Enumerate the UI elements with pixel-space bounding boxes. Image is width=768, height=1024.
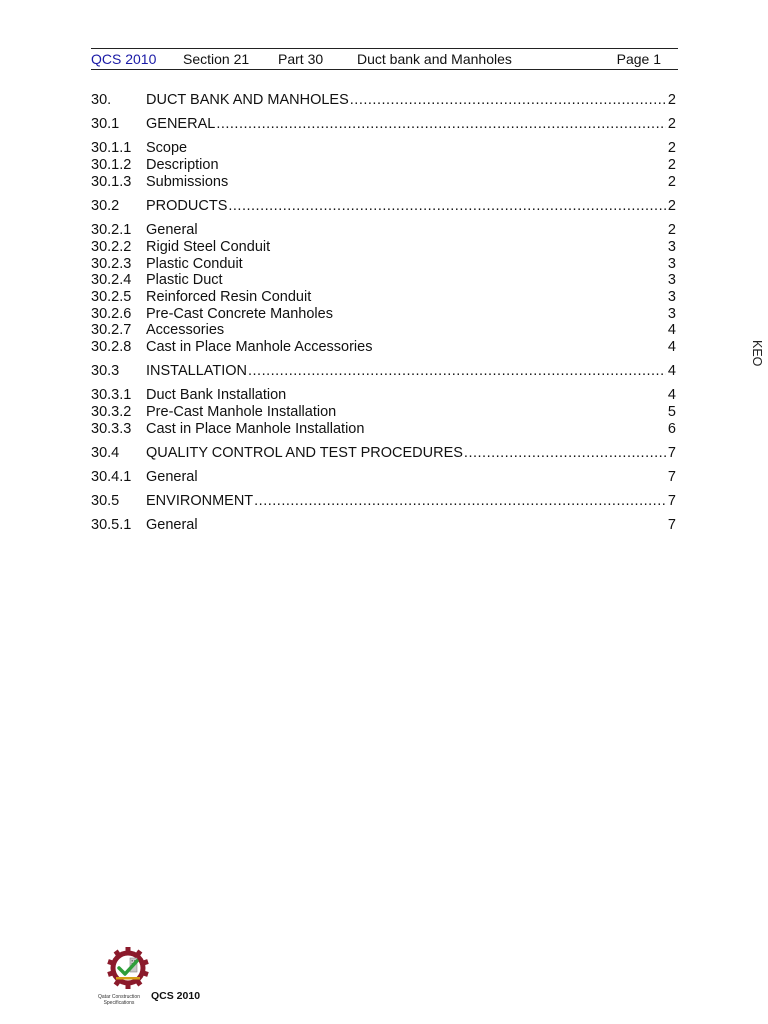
toc-entry-number: 30.3.3 xyxy=(91,420,132,437)
toc-entry-page: 4 xyxy=(667,338,676,355)
toc-entry-label: General xyxy=(146,222,198,239)
toc-leader-dots xyxy=(228,198,666,215)
toc-entry-page: 3 xyxy=(667,272,676,289)
toc-entry-text xyxy=(146,387,676,404)
toc-entry-text xyxy=(146,322,676,339)
toc-entry-page: 3 xyxy=(667,255,676,272)
toc-entry-text xyxy=(146,289,676,306)
toc-entry-text xyxy=(146,222,676,239)
toc-spacer xyxy=(336,404,668,421)
toc-entry-text xyxy=(146,157,676,174)
toc-entry[interactable] xyxy=(91,469,676,486)
toc-entry-label: GENERAL xyxy=(146,116,216,133)
toc-entry-label: Cast in Place Manhole Installation xyxy=(146,420,365,437)
toc-spacer xyxy=(228,174,668,191)
toc-entry-page: 2 xyxy=(667,116,676,133)
toc-entry-number: 30.2.8 xyxy=(91,338,132,355)
toc-entry[interactable] xyxy=(91,256,676,273)
toc-spacer xyxy=(333,306,668,323)
toc-entry-number: 30.3.2 xyxy=(91,404,132,420)
toc-spacer xyxy=(286,387,668,404)
toc-entry[interactable] xyxy=(91,239,676,256)
toc-entry-label: PRODUCTS xyxy=(146,197,228,214)
toc-entry-text xyxy=(146,469,676,486)
toc-entry[interactable] xyxy=(91,363,676,380)
toc-entry-number: 30.2.2 xyxy=(91,238,132,255)
header-page-number: Page 1 xyxy=(616,51,661,67)
toc-entry-page: 2 xyxy=(667,140,676,157)
toc-spacer xyxy=(224,322,668,339)
toc-entry-label: QUALITY CONTROL AND TEST PROCEDURES xyxy=(146,444,463,461)
toc-leader-dots xyxy=(464,445,666,462)
header-title: Duct bank and Manholes xyxy=(357,51,512,67)
toc-entry[interactable] xyxy=(91,289,676,306)
toc-entry-label: ENVIRONMENT xyxy=(146,493,254,510)
toc-entry-label: Submissions xyxy=(146,173,229,190)
toc-spacer xyxy=(270,239,668,256)
toc-entry-text xyxy=(146,517,676,534)
toc-entry-text xyxy=(146,239,676,256)
toc-entry[interactable] xyxy=(91,116,676,133)
logo-text: QCS 2010 xyxy=(151,990,201,1002)
toc-entry-text xyxy=(146,339,676,356)
toc-spacer xyxy=(372,339,667,356)
toc-entry-text xyxy=(146,306,676,323)
toc-entry-number: 30.1.3 xyxy=(91,173,132,190)
toc-entry-text xyxy=(146,445,676,462)
toc-entry[interactable] xyxy=(91,445,676,462)
logo-caption: Qatar Construction Specifications xyxy=(98,994,140,1006)
toc-entry-label: General xyxy=(146,469,198,486)
toc-entry-label: Accessories xyxy=(146,322,225,339)
toc-entry-page: 2 xyxy=(667,92,676,108)
toc-entry-page: 7 xyxy=(667,469,676,486)
toc-entry-label: Rigid Steel Conduit xyxy=(146,238,271,255)
toc-entry-page: 4 xyxy=(667,322,676,339)
toc-entry-number: 30.1.2 xyxy=(91,157,132,174)
toc-entry-label: Description xyxy=(146,157,219,174)
toc-entry-label: Plastic Duct xyxy=(146,272,223,289)
toc-entry[interactable] xyxy=(91,92,676,109)
toc-entry-page: 7 xyxy=(667,444,676,461)
toc-entry-page: 2 xyxy=(667,157,676,174)
footer-logo xyxy=(88,946,208,1008)
toc-entry-page: 4 xyxy=(667,387,676,404)
toc-entry-text xyxy=(146,116,676,133)
toc-entry-page: 4 xyxy=(667,363,676,380)
toc-entry-label: Pre-Cast Manhole Installation xyxy=(146,404,337,420)
toc-entry-number: 30.2.6 xyxy=(91,305,132,322)
toc-entry[interactable] xyxy=(91,157,676,174)
toc-entry[interactable] xyxy=(91,493,676,510)
toc-entry-text xyxy=(146,174,676,191)
toc-entry[interactable] xyxy=(91,306,676,323)
toc-entry-text xyxy=(146,421,676,438)
toc-entry-page: 3 xyxy=(667,305,676,322)
toc-entry-number: 30.1 xyxy=(91,116,120,133)
toc-entry-number: 30.4 xyxy=(91,444,120,461)
toc-entry[interactable] xyxy=(91,404,676,421)
toc-spacer xyxy=(364,421,667,438)
toc-entry-page: 5 xyxy=(667,404,676,420)
toc-entry-text xyxy=(146,404,676,421)
toc-entry-page: 2 xyxy=(667,222,676,239)
toc-entry-text xyxy=(146,198,676,215)
toc-leader-dots xyxy=(254,493,666,510)
toc-entry-label: Cast in Place Manhole Accessories xyxy=(146,338,373,355)
toc-leader-dots xyxy=(216,116,666,133)
toc-spacer xyxy=(187,140,668,157)
toc-entry-page: 2 xyxy=(667,197,676,214)
toc-leader-dots xyxy=(248,363,666,380)
toc-spacer xyxy=(243,256,668,273)
toc-spacer xyxy=(198,469,668,486)
toc-entry-number: 30.2.4 xyxy=(91,272,132,289)
toc-entry-label: Duct Bank Installation xyxy=(146,387,287,404)
toc-spacer xyxy=(219,157,668,174)
toc-entry[interactable] xyxy=(91,517,676,534)
toc-entry-number: 30.2.3 xyxy=(91,255,132,272)
toc-entry-label: Reinforced Resin Conduit xyxy=(146,288,312,305)
toc-spacer xyxy=(198,222,668,239)
toc-leader-dots xyxy=(350,92,666,109)
toc-entry-page: 7 xyxy=(667,517,676,534)
toc-entry-number: 30.2 xyxy=(91,197,120,214)
toc-entry-label: Pre-Cast Concrete Manholes xyxy=(146,305,333,322)
toc-entry-label: General xyxy=(146,517,198,534)
toc-entry[interactable] xyxy=(91,140,676,157)
header-section: Section 21 xyxy=(183,51,250,67)
toc-spacer xyxy=(198,517,668,534)
toc-entry-label: INSTALLATION xyxy=(146,363,247,380)
toc-entry-number: 30.2.1 xyxy=(91,222,132,239)
toc-entry[interactable] xyxy=(91,174,676,191)
qcs-gear-logo-icon xyxy=(106,946,150,994)
toc-entry-label: DUCT BANK AND MANHOLES xyxy=(146,92,349,108)
toc-entry-text xyxy=(146,493,676,510)
toc-entry-page: 6 xyxy=(667,420,676,437)
toc-entry-text xyxy=(146,363,676,380)
toc-entry-number: 30.5 xyxy=(91,493,120,510)
toc-entry[interactable] xyxy=(91,272,676,289)
toc-entry-text xyxy=(146,140,676,157)
toc-entry-number: 30.1.1 xyxy=(91,140,132,157)
table-of-contents xyxy=(91,92,676,534)
toc-entry-text xyxy=(146,256,676,273)
toc-entry-page: 3 xyxy=(667,238,676,255)
toc-entry-number: 30.5.1 xyxy=(91,517,132,534)
toc-entry[interactable] xyxy=(91,222,676,239)
toc-entry-page: 7 xyxy=(667,493,676,510)
toc-entry-number: 30. xyxy=(91,92,112,108)
toc-entry[interactable] xyxy=(91,339,676,356)
toc-spacer xyxy=(311,289,668,306)
toc-entry-page: 3 xyxy=(667,288,676,305)
toc-entry[interactable] xyxy=(91,322,676,339)
toc-entry-number: 30.4.1 xyxy=(91,469,132,486)
toc-entry-text xyxy=(146,92,676,109)
toc-entry-label: Plastic Conduit xyxy=(146,255,243,272)
toc-entry-page: 2 xyxy=(667,173,676,190)
toc-spacer xyxy=(223,272,668,289)
header-part: Part 30 xyxy=(278,51,324,67)
toc-entry-number: 30.3 xyxy=(91,363,120,380)
header-qcs: QCS 2010 xyxy=(91,51,157,67)
toc-entry-number: 30.3.1 xyxy=(91,387,132,404)
page-header xyxy=(91,48,678,70)
toc-entry[interactable] xyxy=(91,198,676,215)
toc-entry[interactable] xyxy=(91,421,676,438)
toc-entry-text xyxy=(146,272,676,289)
side-label: KEO xyxy=(750,340,764,367)
toc-entry-number: 30.2.7 xyxy=(91,322,132,339)
toc-entry-number: 30.2.5 xyxy=(91,288,132,305)
toc-entry[interactable] xyxy=(91,387,676,404)
toc-entry-label: Scope xyxy=(146,140,188,157)
